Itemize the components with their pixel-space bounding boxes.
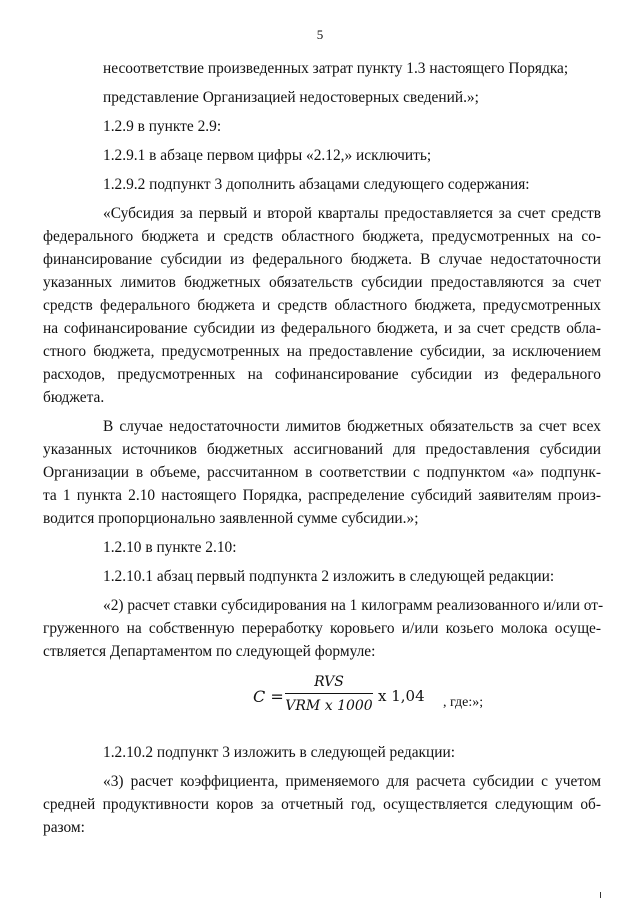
subsidy-rate-formula [103,671,601,727]
formula-lhs: C = [253,687,284,706]
formula-denominator: VRM x 1000 [285,698,373,714]
scan-mark [600,892,601,898]
formula-numerator: RVS [314,674,344,690]
text-line: стного бюджета, предусмотренных на предоставление субсидии, за исключением [43,343,601,360]
text-block-after-formula [43,741,601,839]
text-line: 1.2.10.1 абзац первый подпункта 2 изложить в следующей редакции: [103,568,555,585]
text-line: финансирование субсидии из федерального бюджета. В случае недостаточности [43,251,601,268]
text-line: груженного на собственную переработку коровьего и/или козьего молока осуще- [43,620,601,637]
text-line: разом: [43,819,85,836]
formula-multiplier: x 1,04 [378,687,425,705]
text-line: «Субсидия за первый и второй кварталы предоставляется за счет средств [103,205,601,222]
text-line: та 1 пункта 2.10 настоящего Порядка, распределение субсидий заявителям произ- [43,487,601,504]
text-line: В случае недостаточности лимитов бюджетных обязательств за счет всех [103,418,601,435]
text-block-before-formula [43,57,604,663]
text-line: «2) расчет ставки субсидирования на 1 килограмм реализованного и/или от- [103,597,604,614]
text-line: бюджета. [43,389,105,406]
document-body [43,57,604,839]
fraction-bar [285,693,373,694]
text-line: на софинансирование субсидии из федерального бюджета, и за счет средств обла- [43,320,601,337]
page-number: 5 [316,27,324,42]
text-line: указанных лимитов бюджетных обязательств субсидии предоставляются за счет [43,274,601,291]
text-line: ствляется Департаментом по следующей формуле: [43,643,376,660]
text-line: 1.2.9.1 в абзаце первом цифры «2.12,» исключить; [103,147,432,164]
formula-fraction [285,672,373,716]
text-line: расходов, предусмотренных на софинансирование субсидии из федерального [43,366,601,383]
text-line: указанных источников бюджетных ассигнований для предоставления субсидии [43,441,601,458]
text-line: 1.2.9.2 подпункт 3 дополнить абзацами следующего содержания: [103,176,530,193]
text-line: 1.2.9 в пункте 2.9: [103,118,222,135]
text-line: «3) расчет коэффициента, применяемого для расчета субсидии с учетом [103,773,601,790]
text-line: Организации в объеме, рассчитанном в соответствии с подпунктом «а» подпунк- [43,464,601,481]
text-line: 1.2.10.2 подпункт 3 изложить в следующей редакции: [103,744,456,761]
text-line: 1.2.10 в пункте 2.10: [103,539,237,556]
text-line: средней продуктивности коров за отчетный год, осуществляется следующим об- [43,796,601,813]
text-line: средств федерального бюджета и средств областного бюджета, предусмотренных [43,297,601,314]
text-line: федерального бюджета и средств областного бюджета, предусмотренных на со- [43,228,601,245]
text-line: представление Организацией недостоверных сведений.»; [103,89,479,106]
text-line: водится пропорционально заявленной сумме субсидии.»; [43,510,419,527]
formula-tail: , где:»; [443,695,484,710]
text-line: несоответствие произведенных затрат пункту 1.3 настоящего Порядка; [103,60,569,77]
